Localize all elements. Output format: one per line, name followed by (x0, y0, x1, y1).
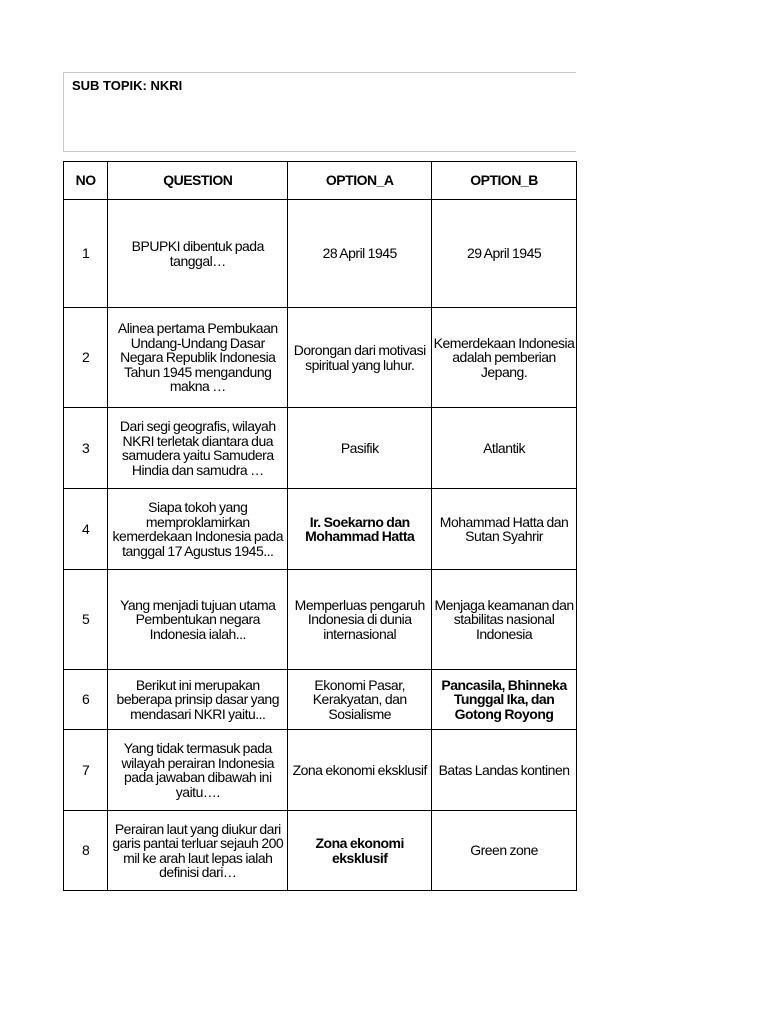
cell-option-b: Atlantik (432, 408, 577, 489)
cell-option-b: Menjaga keamanan dan stabilitas nasional Indonesia (432, 570, 577, 670)
subtopic-box (63, 72, 576, 152)
cell-option-a: 28 April 1945 (288, 200, 432, 308)
table-row (64, 670, 577, 730)
table-row (64, 489, 577, 570)
table-body (64, 200, 577, 891)
cell-option-b: Mohammad Hatta dan Sutan Syahrir (432, 489, 577, 570)
header-option-b: OPTION_B (432, 162, 577, 200)
cell-question: Siapa tokoh yang memproklamirkan kemerdekaan Indonesia pada tanggal 17 Agustus 1945... (108, 489, 288, 570)
cell-option-a: Zona ekonomi eksklusif (288, 730, 432, 811)
cell-option-a: Dorongan dari motivasi spiritual yang luhur. (288, 308, 432, 408)
cell-option-a: Pasifik (288, 408, 432, 489)
cell-question: BPUPKI dibentuk pada tanggal… (108, 200, 288, 308)
cell-no: 8 (64, 811, 108, 891)
header-row (64, 162, 577, 200)
cell-option-b: Green zone (432, 811, 577, 891)
cell-question: Dari segi geografis, wilayah NKRI terletak diantara dua samudera yaitu Samudera Hindia dan samudra … (108, 408, 288, 489)
table-row (64, 408, 577, 489)
cell-option-b: 29 April 1945 (432, 200, 577, 308)
cell-option-a: Zona ekonomi eksklusif (288, 811, 432, 891)
table-row (64, 811, 577, 891)
cell-option-a: Ir. Soekarno dan Mohammad Hatta (288, 489, 432, 570)
cell-option-b: Pancasila, Bhinneka Tunggal Ika, dan Gotong Royong (432, 670, 577, 730)
header-option-a: OPTION_A (288, 162, 432, 200)
cell-question: Yang tidak termasuk pada wilayah perairan Indonesia pada jawaban dibawah ini yaitu…. (108, 730, 288, 811)
cell-no: 5 (64, 570, 108, 670)
cell-no: 4 (64, 489, 108, 570)
cell-option-a: Ekonomi Pasar, Kerakyatan, dan Sosialisme (288, 670, 432, 730)
cell-question: Alinea pertama Pembukaan Undang-Undang Dasar Negara Republik Indonesia Tahun 1945 mengandung makna … (108, 308, 288, 408)
subtopic-label: SUB TOPIK: NKRI (72, 78, 183, 93)
cell-option-a: Memperluas pengaruh Indonesia di dunia internasional (288, 570, 432, 670)
cell-no: 7 (64, 730, 108, 811)
table-row (64, 570, 577, 670)
header-no: NO (64, 162, 108, 200)
cell-no: 6 (64, 670, 108, 730)
cell-question: Berikut ini merupakan beberapa prinsip dasar yang mendasari NKRI yaitu... (108, 670, 288, 730)
cell-no: 3 (64, 408, 108, 489)
table-row (64, 730, 577, 811)
cell-question: Perairan laut yang diukur dari garis pantai terluar sejauh 200 mil ke arah laut lepas ialah definisi dari… (108, 811, 288, 891)
cell-no: 1 (64, 200, 108, 308)
cell-no: 2 (64, 308, 108, 408)
cell-option-b: Kemerdekaan Indonesia adalah pemberian Jepang. (432, 308, 577, 408)
cell-option-b: Batas Landas kontinen (432, 730, 577, 811)
question-table (63, 161, 577, 891)
table-row (64, 200, 577, 308)
table-row (64, 308, 577, 408)
header-question: QUESTION (108, 162, 288, 200)
cell-question: Yang menjadi tujuan utama Pembentukan negara Indonesia ialah... (108, 570, 288, 670)
